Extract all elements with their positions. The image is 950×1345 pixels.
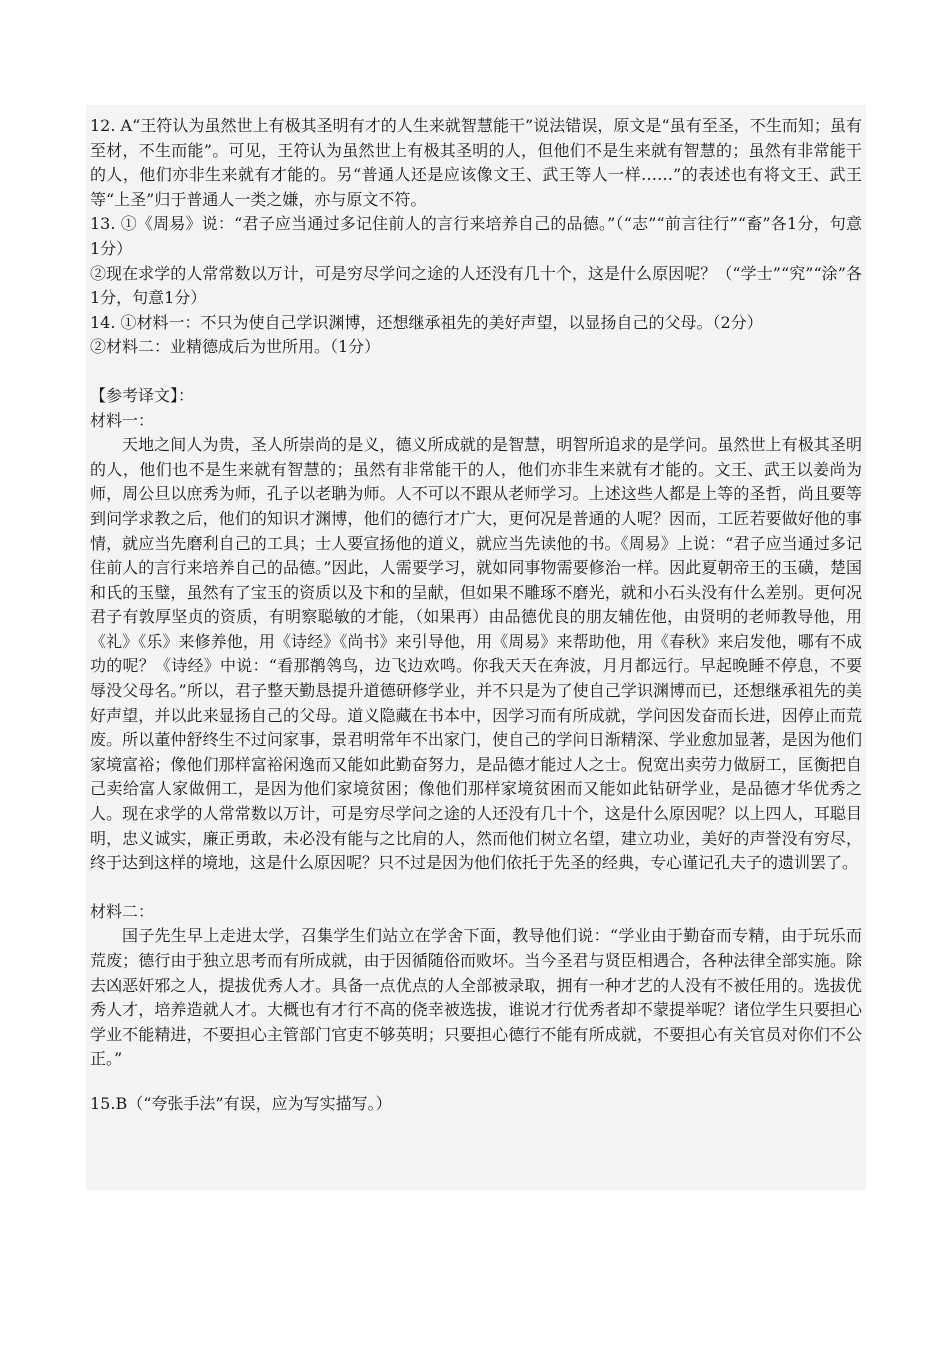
- spacer: [90, 1072, 862, 1092]
- answer-15: 15.B（“夸张手法”有误，应为写实描写。）: [90, 1093, 392, 1113]
- material-1-label: 材料一：: [90, 410, 155, 430]
- answer-content: [90, 114, 862, 1117]
- answer-14-part1: 14. ①材料一：不只为使自己学识渊博，还想继承祖先的美好声望，以显扬自己的父母。（2分）: [90, 312, 763, 332]
- translation-heading: 【参考译文】：: [90, 385, 195, 405]
- answer-13-part2: ②现在求学的人常常数以万计，可是穷尽学问之途的人还没有几十个，这是什么原因呢？（“学士”“究”“涂”各1分，句意1分）: [90, 263, 862, 308]
- spacer: [90, 876, 862, 900]
- answer-13-part1: 13. ①《周易》说：“君子应当通过多记住前人的言行来培养自己的品德。”（“志”“前言往行”“畜”各1分，句意1分）: [90, 214, 862, 258]
- answer-14-part2: ②材料二：业精德成后为世所用。（1分）: [90, 337, 381, 357]
- spacer: [90, 360, 862, 384]
- material-2-translation: 国子先生早上走进太学，召集学生们站立在学舍下面，教导他们说：“学业由于勤奋而专精，由于玩乐而荒废；德行由于独立思考而有所成就，由于因循随俗而败坏。当今圣君与贤臣相遇合，各种法律全部实施。除去凶恶奸邪之人，提拔优秀人才。具备一点优点的人全部被录取，拥有一种才艺的人没有不被任用的。选拔优秀人才，培养造就人才。大概也有才行不高的侥幸被选拔，谁说才行优秀者却不蒙提举呢？诸位学生只要担心学业不能精进，不要担心主管部门官吏不够英明；只要担心德行不能有所成就，不要担心有关官员对你们不公正。”: [90, 926, 862, 1069]
- answer-12: 12. A“王符认为虽然世上有极其圣明有才的人生来就智慧能干”说法错误，原文是“虽有至圣，不生而知；虽有至材，不生而能”。可见，王符认为虽然世上有极其圣明的人，但他们不是生来就有智慧的；虽然有非常能干的人，他们亦非生来就有才能的。另“普通人还是应该像文王、武王等人一样……”的表述也有将文王、武王等“上圣”归于普通人一类之嫌，亦与原文不符。: [90, 116, 862, 209]
- material-1-translation: 天地之间人为贵，圣人所崇尚的是义，德义所成就的是智慧，明智所追求的是学问。虽然世上有极其圣明的人，他们也不是生来就有智慧的；虽然有非常能干的人，他们亦非生来就有才能的。文王、武王以姜尚为师，周公旦以庶秀为师，孔子以老聃为师。人不可以不跟从老师学习。上述这些人都是上等的圣哲，尚且要等到问学求教之后，他们的知识才渊博，他们的德行才广大，更何况是普通的人呢？因而，工匠若要做好他的事情，就应当先磨利自己的工具；士人要宣扬他的道义，就应当先读他的书。《周易》上说：“君子应当通过多记住前人的言行来培养自己的品德。”因此，人需要学习，就如同事物需要修治一样。因此夏朝帝王的玉磺，楚国和氏的玉璧，虽然有了宝玉的资质以及卞和的呈献，但如果不雕琢不磨光，就和小石头没有什么差别。更何况君子有敦厚坚贞的资质，有明察聪敏的才能，（如果再）由品德优良的朋友辅佐他，由贤明的老师教导他，用《礼》《乐》来修养他，用《诗经》《尚书》来引导他，用《周易》来帮助他，用《春秋》来启发他，哪有不成功的呢？《诗经》中说：“看那鹡鸰鸟，边飞边欢鸣。你我天天在奔波，月月都远行。早起晚睡不停息，不要辱没父母名。”所以，君子整天勤恳提升道德研修学业，并不只是为了使自己学识渊博而已，还想继承祖先的美好声望，并以此来显扬自己的父母。道义隐藏在书本中，因学习而有所成就，学问因发奋而长进，因停止而荒废。所以董仲舒终生不过问家事，景君明常年不出家门，使自己的学问日渐精深、学业愈加显著，是因为他们家境富裕；像他们那样富裕闲逸而又能如此勤奋努力，是品德才能过人之士。倪宽出卖劳力做厨工，匡衡把自己卖给富人家做佣工，是因为他们家境贫困；像他们那样家境贫困而又能如此钻研学业，是品德才华优秀之人。现在求学的人常常数以万计，可是穷尽学问之途的人还没有几十个，这是什么原因呢？以上四人，耳聪目明，忠义诚实，廉正勇敢，未必没有能与之比肩的人，然而他们树立名望，建立功业，美好的声誉没有穷尽，终于达到这样的境地，这是什么原因呢？只不过是因为他们依托于先圣的经典，专心谨记孔夫子的遗训罢了。: [90, 435, 862, 873]
- material-2-label: 材料二：: [90, 901, 155, 921]
